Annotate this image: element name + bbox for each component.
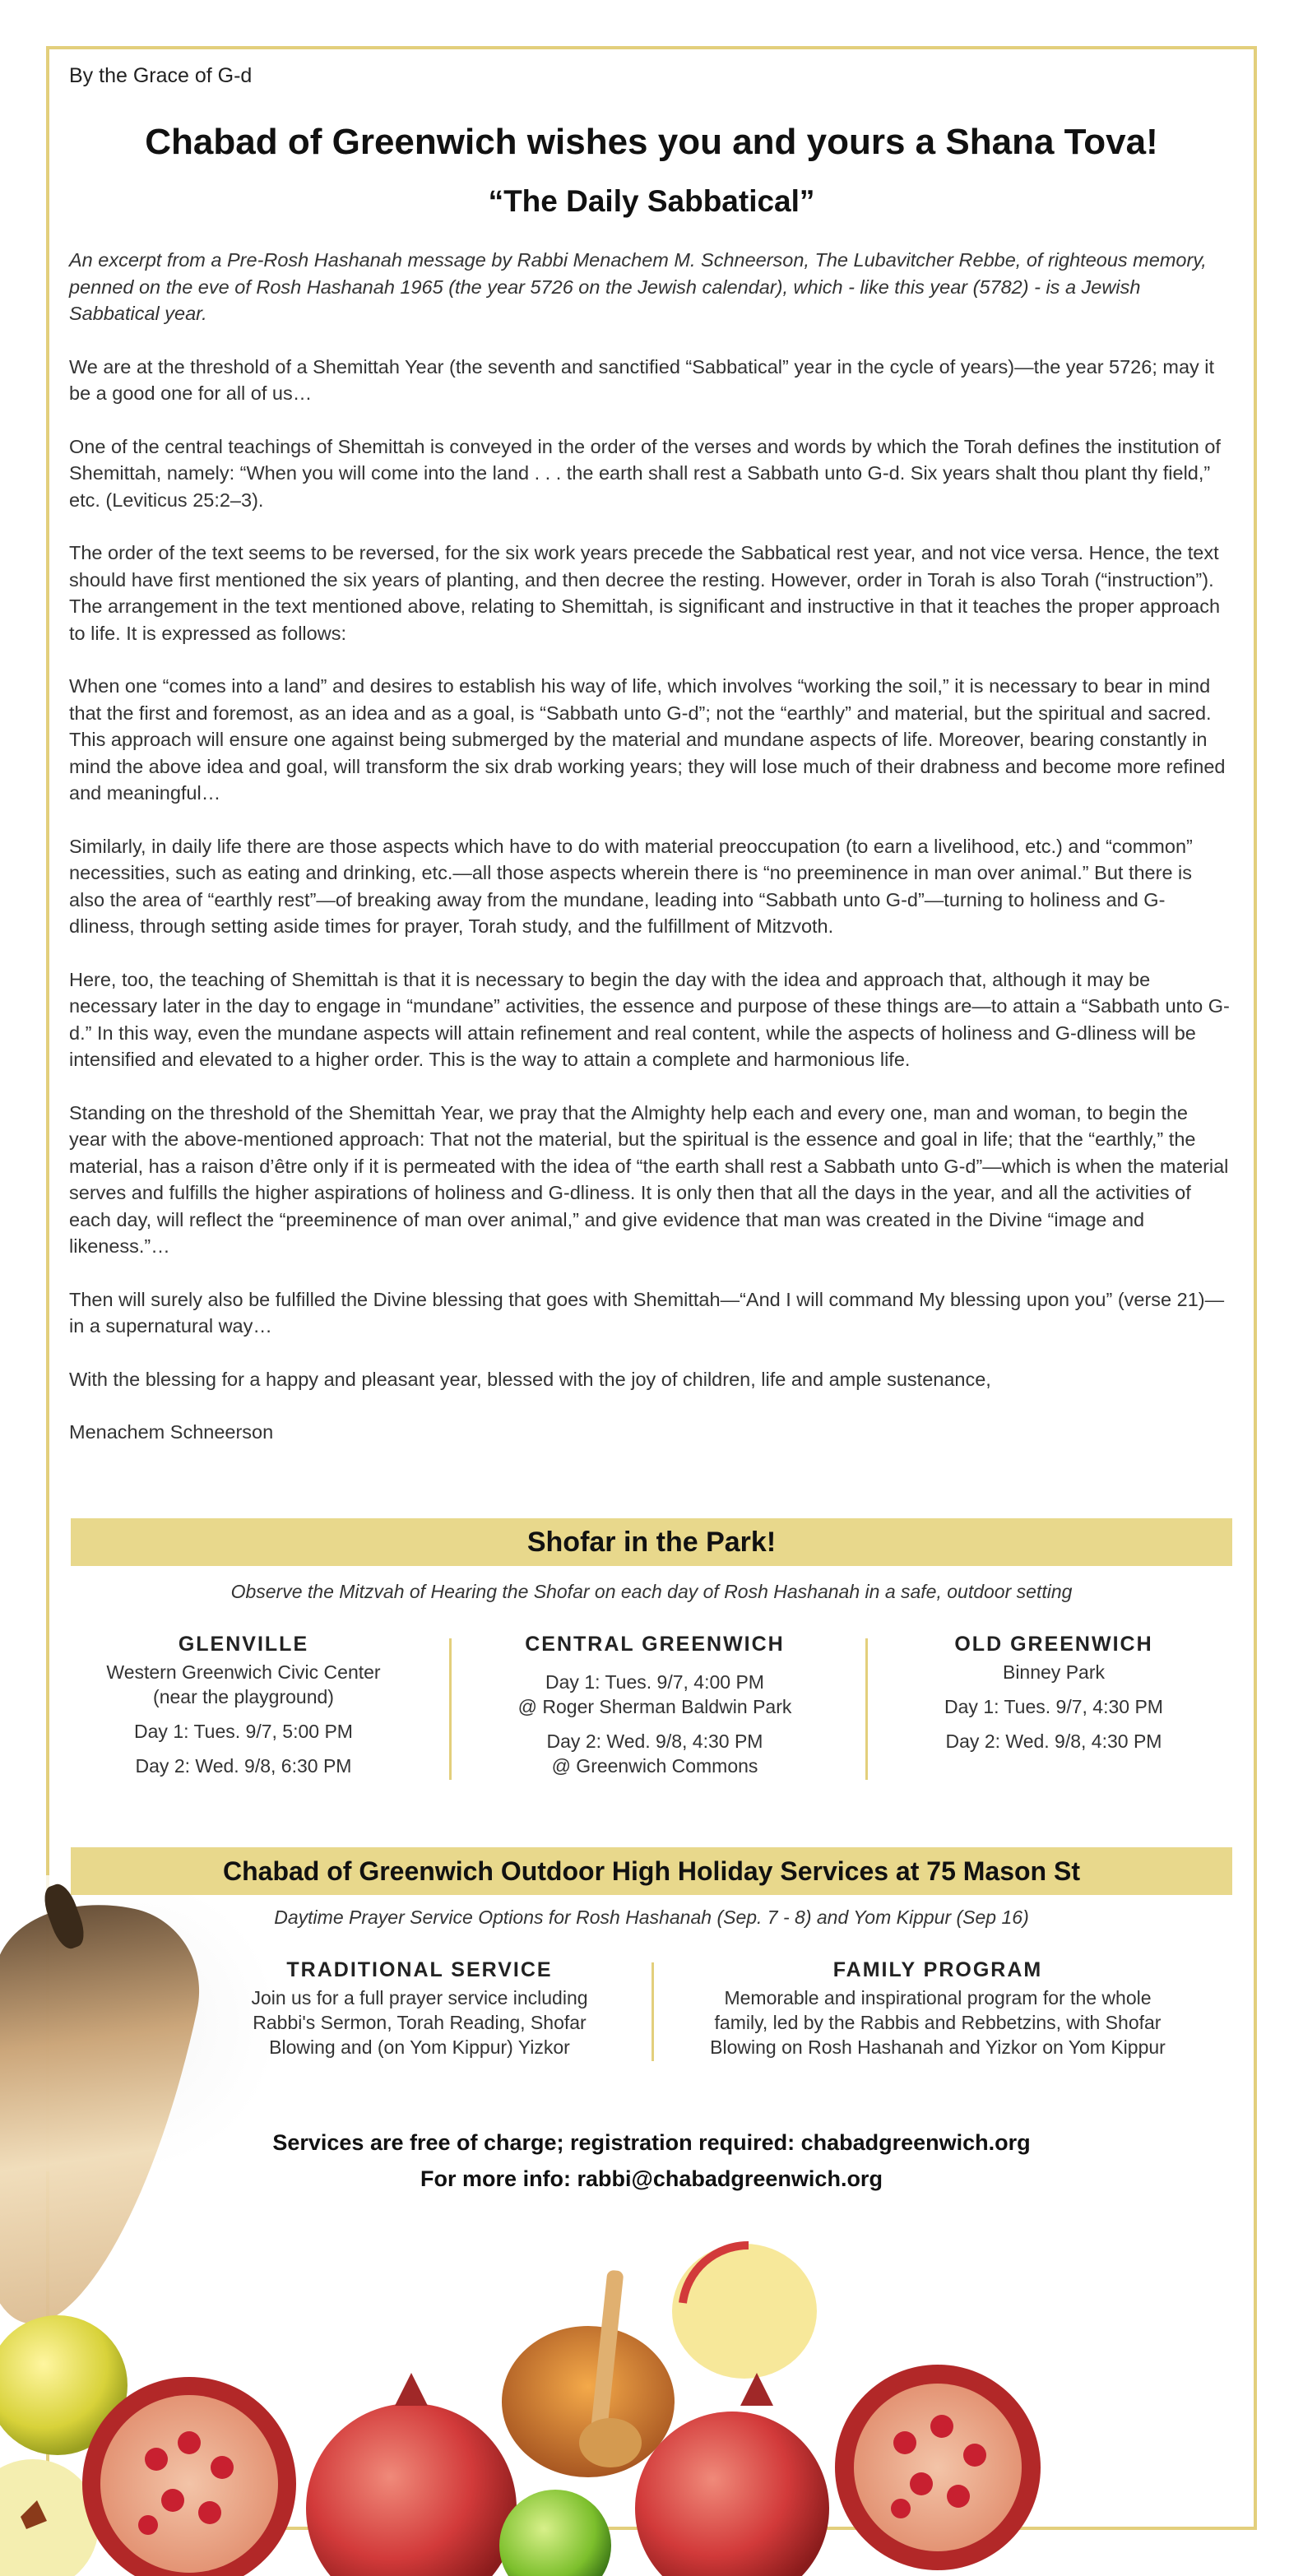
location-line: Day 2: Wed. 9/8, 4:30 PM	[945, 1730, 1162, 1752]
option-name: FAMILY PROGRAM	[832, 1958, 1043, 1981]
contact-line: For more info: rabbi@chabadgreenwich.org	[420, 2166, 883, 2191]
letter-paragraph: One of the central teachings of Shemittah is conveyed in the order of the verses and words by which the Torah defines the institution of Shemittah, namely: “When you will come into the land . . . the earth shall rest a Sabbath unto G-d. Six years shalt thou plant thy field,” etc. (Leviticus 25:2–3).	[69, 435, 1221, 511]
letter-paragraph: Standing on the threshold of the Shemittah Year, we pray that the Almighty help each and every one, man and woman, to begin the year with the above-mentioned approach: That not the material, but the spiritual is the essence and goal in life; that the “earthly,” the material, has a raison d’être only if it is permeated with the idea of “the earth shall rest a Sabbath unto G-d”—which is when the material serves and fulfills the higher aspirations of holiness and G-dliness. It is only then that all the days in the year, and all the activities of each day, will reflect the “preeminence of man over animal,” and give evidence that man was created in the Divine “image and likeness.”…	[69, 1101, 1229, 1257]
location-line: Western Greenwich Civic Center	[106, 1661, 381, 1683]
column-divider	[449, 1638, 452, 1780]
option-line: family, led by the Rabbis and Rebbetzins, with Shofar	[714, 2012, 1162, 2033]
location-line: @ Roger Sherman Baldwin Park	[517, 1696, 792, 1717]
option-line: Rabbi's Sermon, Torah Reading, Shofar	[253, 2012, 587, 2033]
column-divider	[652, 1962, 654, 2061]
location-line: (near the playground)	[153, 1686, 334, 1707]
location-line: Day 1: Tues. 9/7, 4:30 PM	[944, 1696, 1163, 1717]
option-line: Blowing on Rosh Hashanah and Yizkor on Yom Kippur	[710, 2036, 1166, 2058]
location-old-greenwich	[877, 1632, 1231, 1754]
page-title: Chabad of Greenwich wishes you and yours a Shana Tova!	[145, 122, 1158, 162]
services-banner: Chabad of Greenwich Outdoor High Holiday Services at 75 Mason St	[71, 1847, 1232, 1895]
location-central-greenwich	[461, 1632, 849, 1778]
column-divider	[865, 1638, 868, 1780]
registration-line: Services are free of charge; registration required: chabadgreenwich.org	[272, 2130, 1031, 2155]
shofar-note: Observe the Mitzvah of Hearing the Shofar on each day of Rosh Hashanah in a safe, outdoor setting	[230, 1581, 1073, 1602]
location-line: Binney Park	[1002, 1661, 1105, 1683]
letter-paragraph: Here, too, the teaching of Shemittah is that it is necessary to begin the day with the idea and approach that, although it may be necessary later in the day to engage in “mundane” activities, the essence and purpose of these things are—to attain a “Sabbath unto G-d.” In this way, even the mundane aspects will attain refinement and real content, while the aspects of holiness and G-dliness will be intensified and elevated to a higher order. This is the way to attain a complete and harmonious life.	[69, 968, 1230, 1070]
location-line: Day 1: Tues. 9/7, 4:00 PM	[545, 1671, 764, 1693]
option-line: Blowing and (on Yom Kippur) Yizkor	[269, 2036, 570, 2058]
shofar-banner: Shofar in the Park!	[71, 1518, 1232, 1566]
letter-paragraph: Similarly, in daily life there are those aspects which have to do with material preoccupation (to earn a livelihood, etc.) and “common” necessities, such as eating and drinking, etc.—all those aspects wherein there is “no preeminence in man over animal.” But there is also the area of “earthly rest”—of breaking away from the mundane, leading into “Sabbath unto G-d”—turning to holiness and G-dliness, through setting aside times for prayer, Torah study, and the fulfillment of Mitzvoth.	[69, 835, 1193, 937]
letter-signature: Menachem Schneerson	[69, 1421, 274, 1443]
option-name: TRADITIONAL SERVICE	[286, 1958, 553, 1981]
location-line: Day 2: Wed. 9/8, 6:30 PM	[135, 1755, 352, 1777]
option-line: Memorable and inspirational program for the whole	[724, 1987, 1152, 2008]
option-traditional-service	[214, 1957, 625, 2059]
fruit-honey-illustration	[0, 2237, 1303, 2576]
location-line: @ Greenwich Commons	[551, 1755, 758, 1777]
services-note: Daytime Prayer Service Options for Rosh Hashanah (Sep. 7 - 8) and Yom Kippur (Sep 16)	[274, 1907, 1029, 1928]
letter-body	[69, 247, 1231, 1472]
location-line: Day 2: Wed. 9/8, 4:30 PM	[546, 1730, 763, 1752]
location-name: OLD GREENWICH	[954, 1633, 1153, 1656]
letter-intro: An excerpt from a Pre-Rosh Hashanah message by Rabbi Menachem M. Schneerson, The Lubavitcher Rebbe, of righteous memory, penned on the eve of Rosh Hashanah 1965 (the year 5726 on the Jewish calendar), which - like this year (5782) - is a Jewish Sabbatical year.	[69, 249, 1207, 324]
grace-line: By the Grace of G-d	[69, 64, 253, 87]
option-family-program	[675, 1957, 1201, 2059]
pomegranate-image	[306, 2403, 517, 2576]
letter-paragraph: With the blessing for a happy and pleasant year, blessed with the joy of children, life and ample sustenance,	[69, 1368, 991, 1390]
letter-paragraph: When one “comes into a land” and desires to establish his way of life, which involves “working the soil,” it is necessary to bear in mind that the first and foremost, as an idea and as a goal, is “Sabbath unto G-d”; not the “earthly” and material, but the spiritual and sacred. This approach will ensure one against being submerged by the material and mundane aspects of life. Moreover, bearing constantly in mind the above idea and goal, will transform the six drab working years; they will lose much of their drabness and become more refined and meaningful…	[69, 675, 1226, 804]
letter-paragraph: The order of the text seems to be reversed, for the six work years precede the Sabbatical rest year, and not vice versa. Hence, the text should have first mentioned the six years of planting, and then decree the resting. However, order in Torah is also Torah (“instruction”). The arrangement in the text mentioned above, relating to Shemittah, is significant and instructive in that it teaches the proper approach to life. It is expressed as follows:	[69, 542, 1221, 644]
location-line: Day 1: Tues. 9/7, 5:00 PM	[134, 1721, 353, 1742]
option-line: Join us for a full prayer service including	[251, 1987, 588, 2008]
location-name: CENTRAL GREENWICH	[525, 1633, 785, 1656]
apple-half-image	[672, 2244, 817, 2379]
location-glenville	[71, 1632, 416, 1778]
letter-paragraph: We are at the threshold of a Shemittah Year (the seventh and sanctified “Sabbatical” year in the cycle of years)—the year 5726; may it be a good one for all of us…	[69, 355, 1215, 404]
letter-paragraph: Then will surely also be fulfilled the Divine blessing that goes with Shemittah—“And I will command My blessing upon you” (verse 21)—in a supernatural way…	[69, 1288, 1225, 1337]
page-subtitle: “The Daily Sabbatical”	[488, 184, 815, 218]
location-name: GLENVILLE	[178, 1633, 309, 1656]
